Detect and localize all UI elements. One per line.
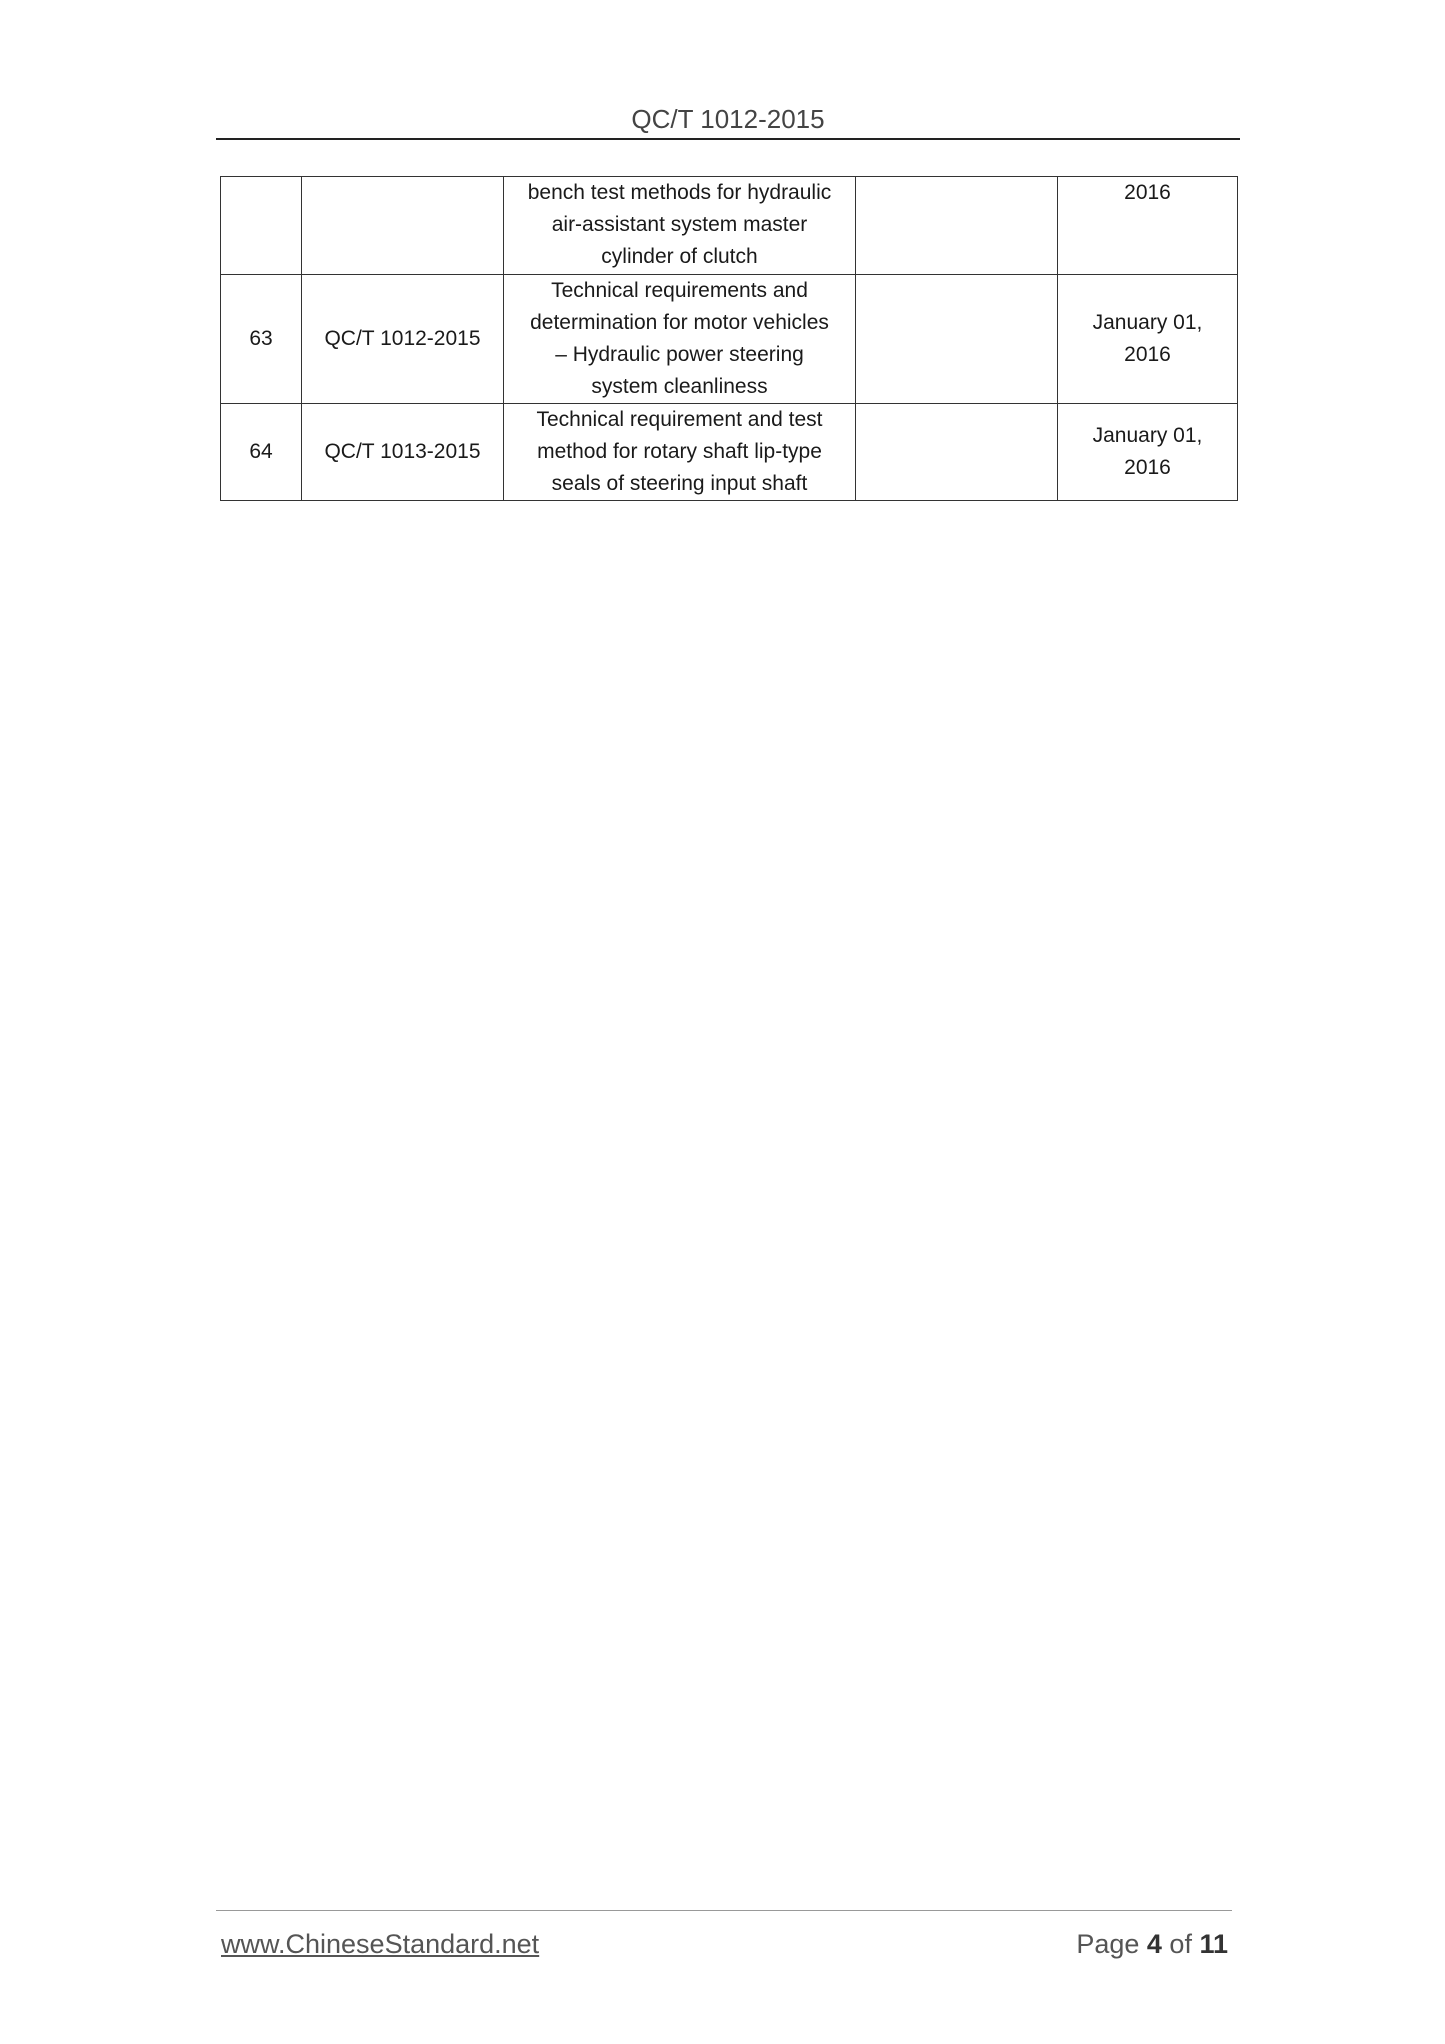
- standard-name-cell: [504, 275, 856, 404]
- standard-name-line: air-assistant system master: [551, 213, 808, 236]
- standard-code-cell: [302, 177, 504, 275]
- serial-number-cell: 64: [221, 404, 302, 501]
- table-row: [221, 177, 1238, 275]
- website-link[interactable]: www.ChineseStandard.net: [221, 1929, 540, 1959]
- implementation-date-cell: [1058, 404, 1238, 501]
- standard-name-line: method for rotary shaft lip-type: [537, 440, 822, 463]
- table-row: [221, 275, 1238, 404]
- standard-code-cell: QC/T 1012-2015: [302, 275, 504, 404]
- document-code-title: QC/T 1012-2015: [631, 104, 825, 134]
- implementation-date-line: 2016: [1124, 456, 1171, 479]
- standard-name-line: Technical requirements and: [551, 279, 808, 302]
- standard-name-line: Technical requirement and test: [536, 408, 823, 431]
- replaced-standard-cell: [856, 275, 1058, 404]
- standard-name-line: system cleanliness: [591, 375, 768, 398]
- replaced-standard-cell: [856, 177, 1058, 275]
- current-page-number: 4: [1146, 1929, 1162, 1959]
- standard-name-line: seals of steering input shaft: [551, 472, 808, 495]
- standards-table: [220, 176, 1238, 501]
- page-header: [216, 100, 1240, 140]
- implementation-date-line: 2016: [1124, 181, 1171, 204]
- standard-name-line: determination for motor vehicles: [530, 311, 829, 334]
- page-prefix: Page: [1076, 1929, 1147, 1959]
- standard-name-line: – Hydraulic power steering: [555, 343, 804, 366]
- standard-name-cell: [504, 404, 856, 501]
- standard-name-line: cylinder of clutch: [601, 245, 758, 268]
- implementation-date-cell: [1058, 275, 1238, 404]
- serial-number-cell: 63: [221, 275, 302, 404]
- implementation-date-line: 2016: [1124, 343, 1171, 366]
- standard-code-cell: QC/T 1013-2015: [302, 404, 504, 501]
- table-row: [221, 404, 1238, 501]
- footer-divider: [216, 1910, 1232, 1911]
- implementation-date-line: January 01,: [1092, 424, 1203, 447]
- standard-name-line: bench test methods for hydraulic: [527, 181, 832, 204]
- implementation-date-cell: [1058, 177, 1238, 275]
- replaced-standard-cell: [856, 404, 1058, 501]
- standard-name-cell: [504, 177, 856, 275]
- serial-number-cell: [221, 177, 302, 275]
- page-of-label: of: [1161, 1929, 1200, 1959]
- total-page-count: 11: [1199, 1929, 1228, 1959]
- implementation-date-line: January 01,: [1092, 311, 1203, 334]
- page-indicator: [1076, 1929, 1228, 1960]
